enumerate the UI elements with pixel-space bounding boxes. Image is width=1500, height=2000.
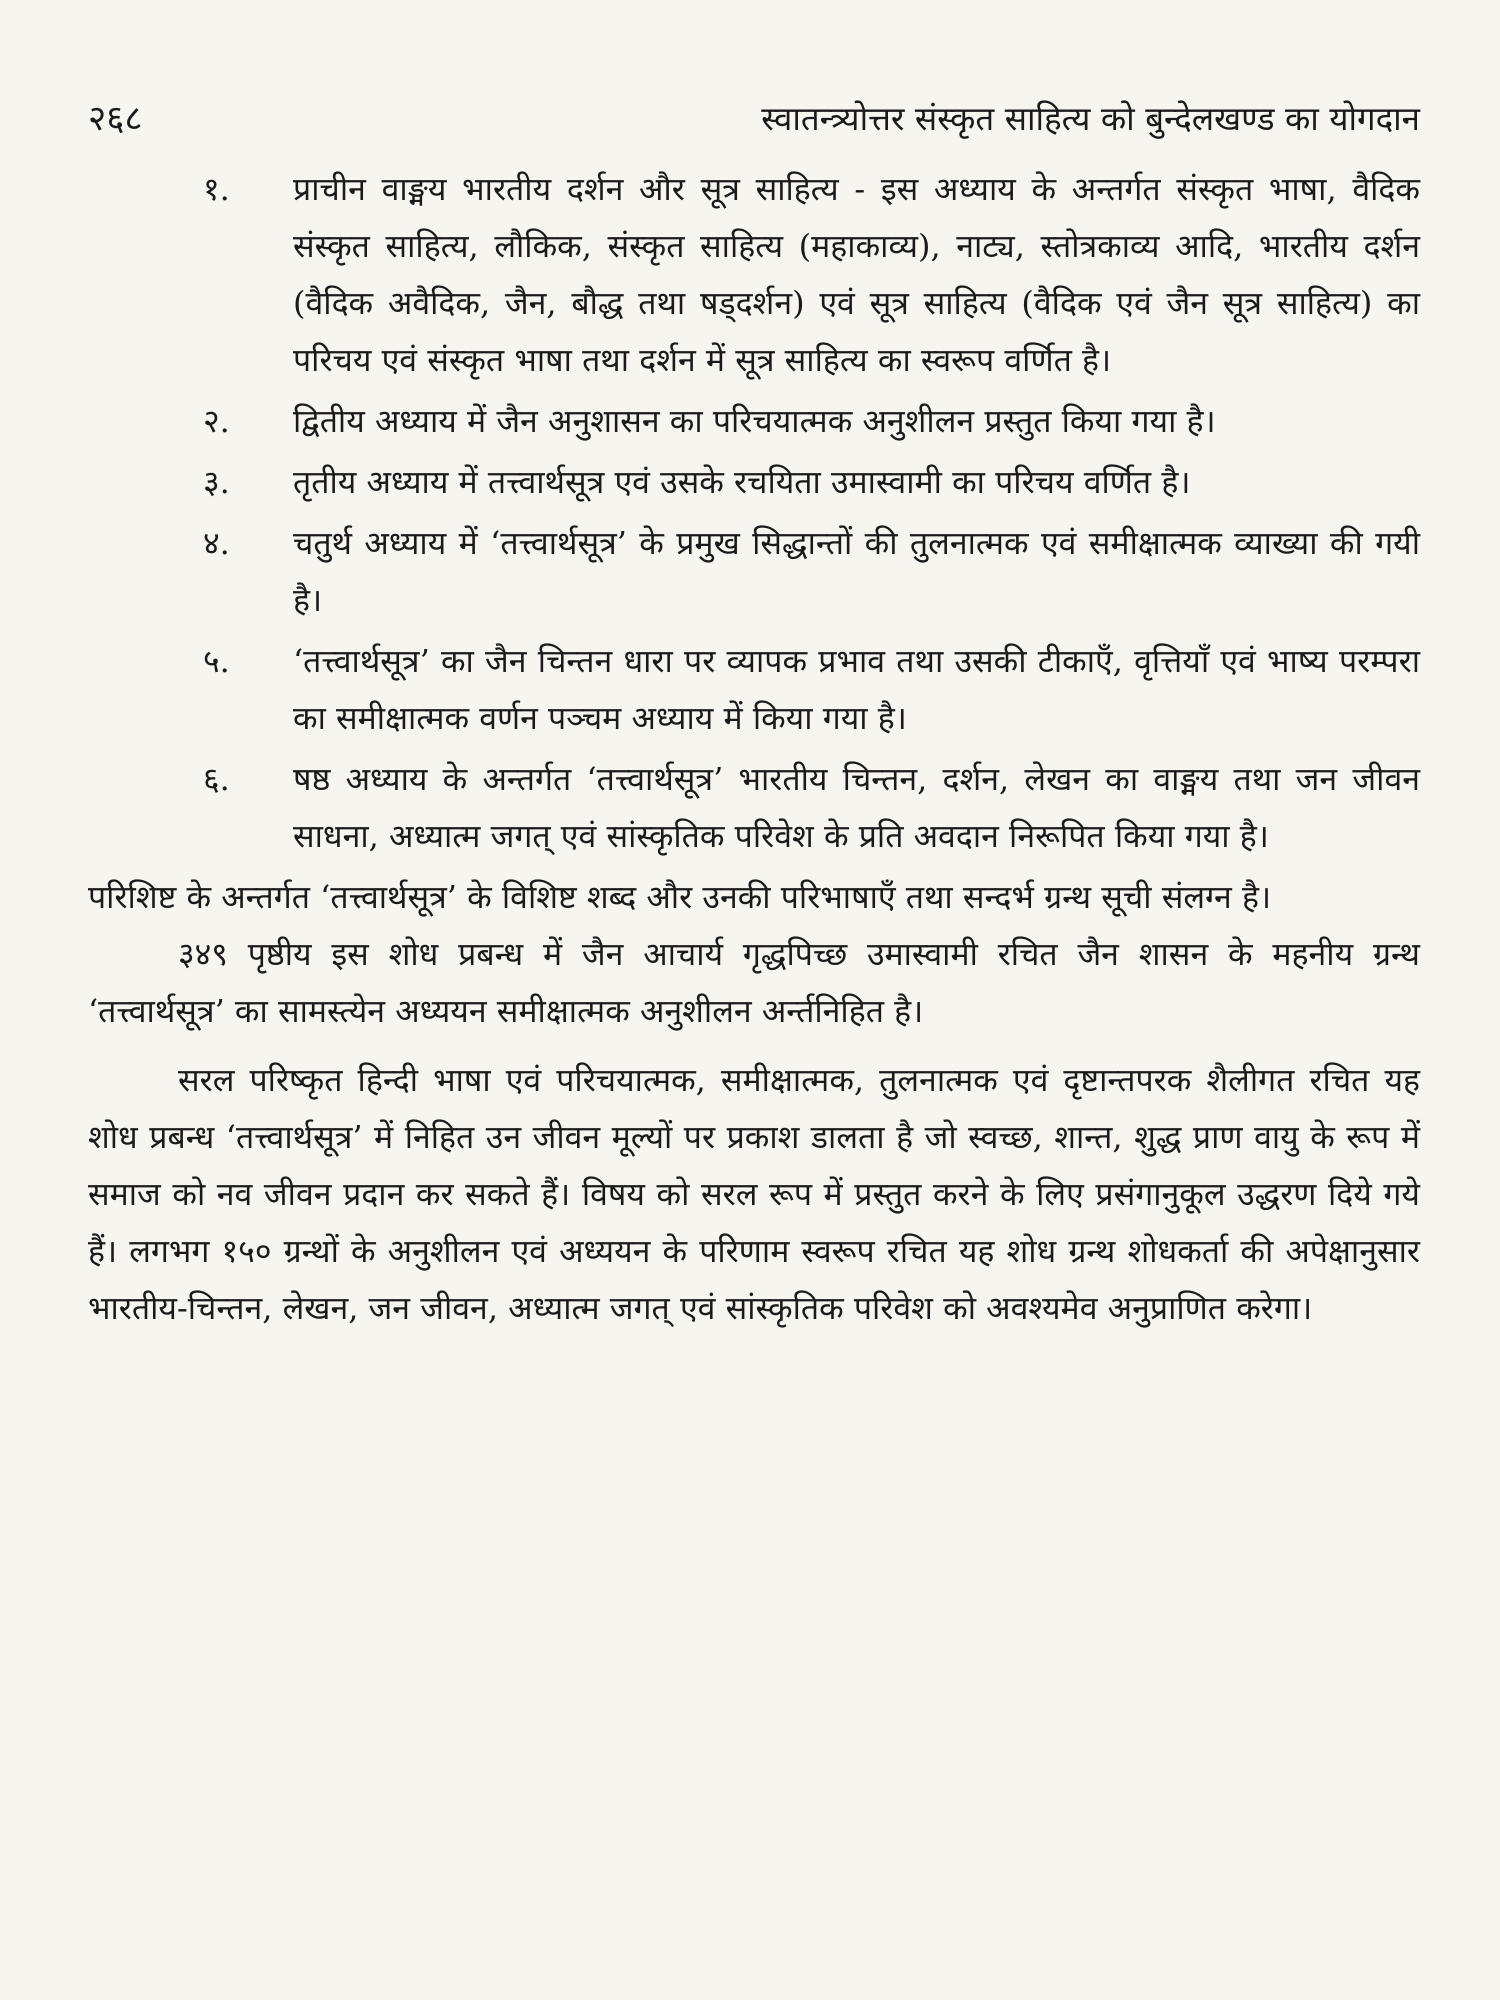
running-head — [88, 95, 1420, 143]
item-text: ‘तत्त्वार्थसूत्र’ का जैन चिन्तन धारा पर व्यापक प्रभाव तथा उसकी टीकाएँ, वृत्तियाँ एवं भाष्य परम्परा का समीक्षात्मक वर्णन पञ्चम अध्याय में किया गया है। — [293, 642, 1420, 737]
conclusion-paragraph: सरल परिष्कृत हिन्दी भाषा एवं परिचयात्मक, समीक्षात्मक, तुलनात्मक एवं दृष्टान्तपरक शैलीगत रचित यह शोध प्रबन्ध ‘तत्त्वार्थसूत्र’ में निहित उन जीवन मूल्यों पर प्रकाश डालता है जो स्वच्छ, शान्त, शुद्ध प्राण वायु के रूप में समाज को नव जीवन प्रदान कर सकते हैं। विषय को सरल रूप में प्रस्तुत करने के लिए प्रसंगानुकूल उद्धरण दिये गये हैं। लगभग १५० ग्रन्थों के अनुशीलन एवं अध्ययन के परिणाम स्वरूप रचित यह शोध ग्रन्थ शोधकर्ता की अपेक्षानुसार भारतीय-चिन्तन, लेखन, जन जीवन, अध्यात्म जगत् एवं सांस्कृतिक परिवेश को अवश्यमेव अनुप्राणित करेगा। — [88, 1061, 1420, 1327]
appendix-paragraph: परिशिष्ट के अन्तर्गत ‘तत्त्वार्थसूत्र’ के विशिष्ट शब्द और उनकी परिभाषाएँ तथा सन्दर्भ ग्रन्थ सूची संलग्न है। — [88, 878, 1272, 916]
item-text: प्राचीन वाङ्मय भारतीय दर्शन और सूत्र साहित्य - इस अध्याय के अन्तर्गत संस्कृत भाषा, वैदिक संस्कृत साहित्य, लौकिक, संस्कृत साहित्य (महाकाव्य), नाट्य, स्तोत्रकाव्य आदि, भारतीय दर्शन (वैदिक अवैदिक, जैन, बौद्ध तथा षड्दर्शन) एवं सूत्र साहित्य (वैदिक एवं जैन सूत्र साहित्य) का परिचय एवं संस्कृत भाषा तथा दर्शन में सूत्र साहित्य का स्वरूप वर्णित है। — [293, 170, 1420, 379]
list-item — [88, 161, 1420, 389]
item-text: तृतीय अध्याय में तत्त्वार्थसूत्र एवं उसके रचयिता उमास्वामी का परिचय वर्णित है। — [293, 463, 1191, 501]
list-item — [88, 454, 1420, 511]
list-item — [88, 515, 1420, 629]
item-number: ५. — [203, 642, 230, 680]
running-title: स्वातन्त्र्योत्तर संस्कृत साहित्य को बुन्देलखण्ड का योगदान — [761, 99, 1420, 138]
summary-paragraph: ३४९ पृष्ठीय इस शोध प्रबन्ध में जैन आचार्य गृद्धपिच्छ उमास्वामी रचित जैन शासन के महनीय ग्रन्थ ‘तत्त्वार्थसूत्र’ का सामस्त्येन अध्ययन समीक्षात्मक अनुशीलन अर्न्तनिहित है। — [88, 935, 1420, 1030]
item-number: ६. — [203, 760, 230, 798]
item-number: १. — [203, 170, 230, 208]
item-number: ३. — [203, 463, 230, 501]
item-text: षष्ठ अध्याय के अन्तर्गत ‘तत्त्वार्थसूत्र’ भारतीय चिन्तन, दर्शन, लेखन का वाङ्मय तथा जन जीवन साधना, अध्यात्म जगत् एवं सांस्कृतिक परिवेश के प्रति अवदान निरूपित किया गया है। — [293, 760, 1420, 855]
item-text: द्वितीय अध्याय में जैन अनुशासन का परिचयात्मक अनुशीलन प्रस्तुत किया गया है। — [293, 402, 1216, 440]
chapter-list — [88, 161, 1420, 865]
page-number: २६८ — [88, 99, 143, 139]
item-number: ४. — [203, 524, 230, 562]
list-item — [88, 751, 1420, 865]
item-text: चतुर्थ अध्याय में ‘तत्त्वार्थसूत्र’ के प्रमुख सिद्धान्तों की तुलनात्मक एवं समीक्षात्मक व्याख्या की गयी है। — [293, 524, 1420, 619]
list-item — [88, 633, 1420, 747]
item-number: २. — [203, 402, 230, 440]
list-item — [88, 393, 1420, 450]
